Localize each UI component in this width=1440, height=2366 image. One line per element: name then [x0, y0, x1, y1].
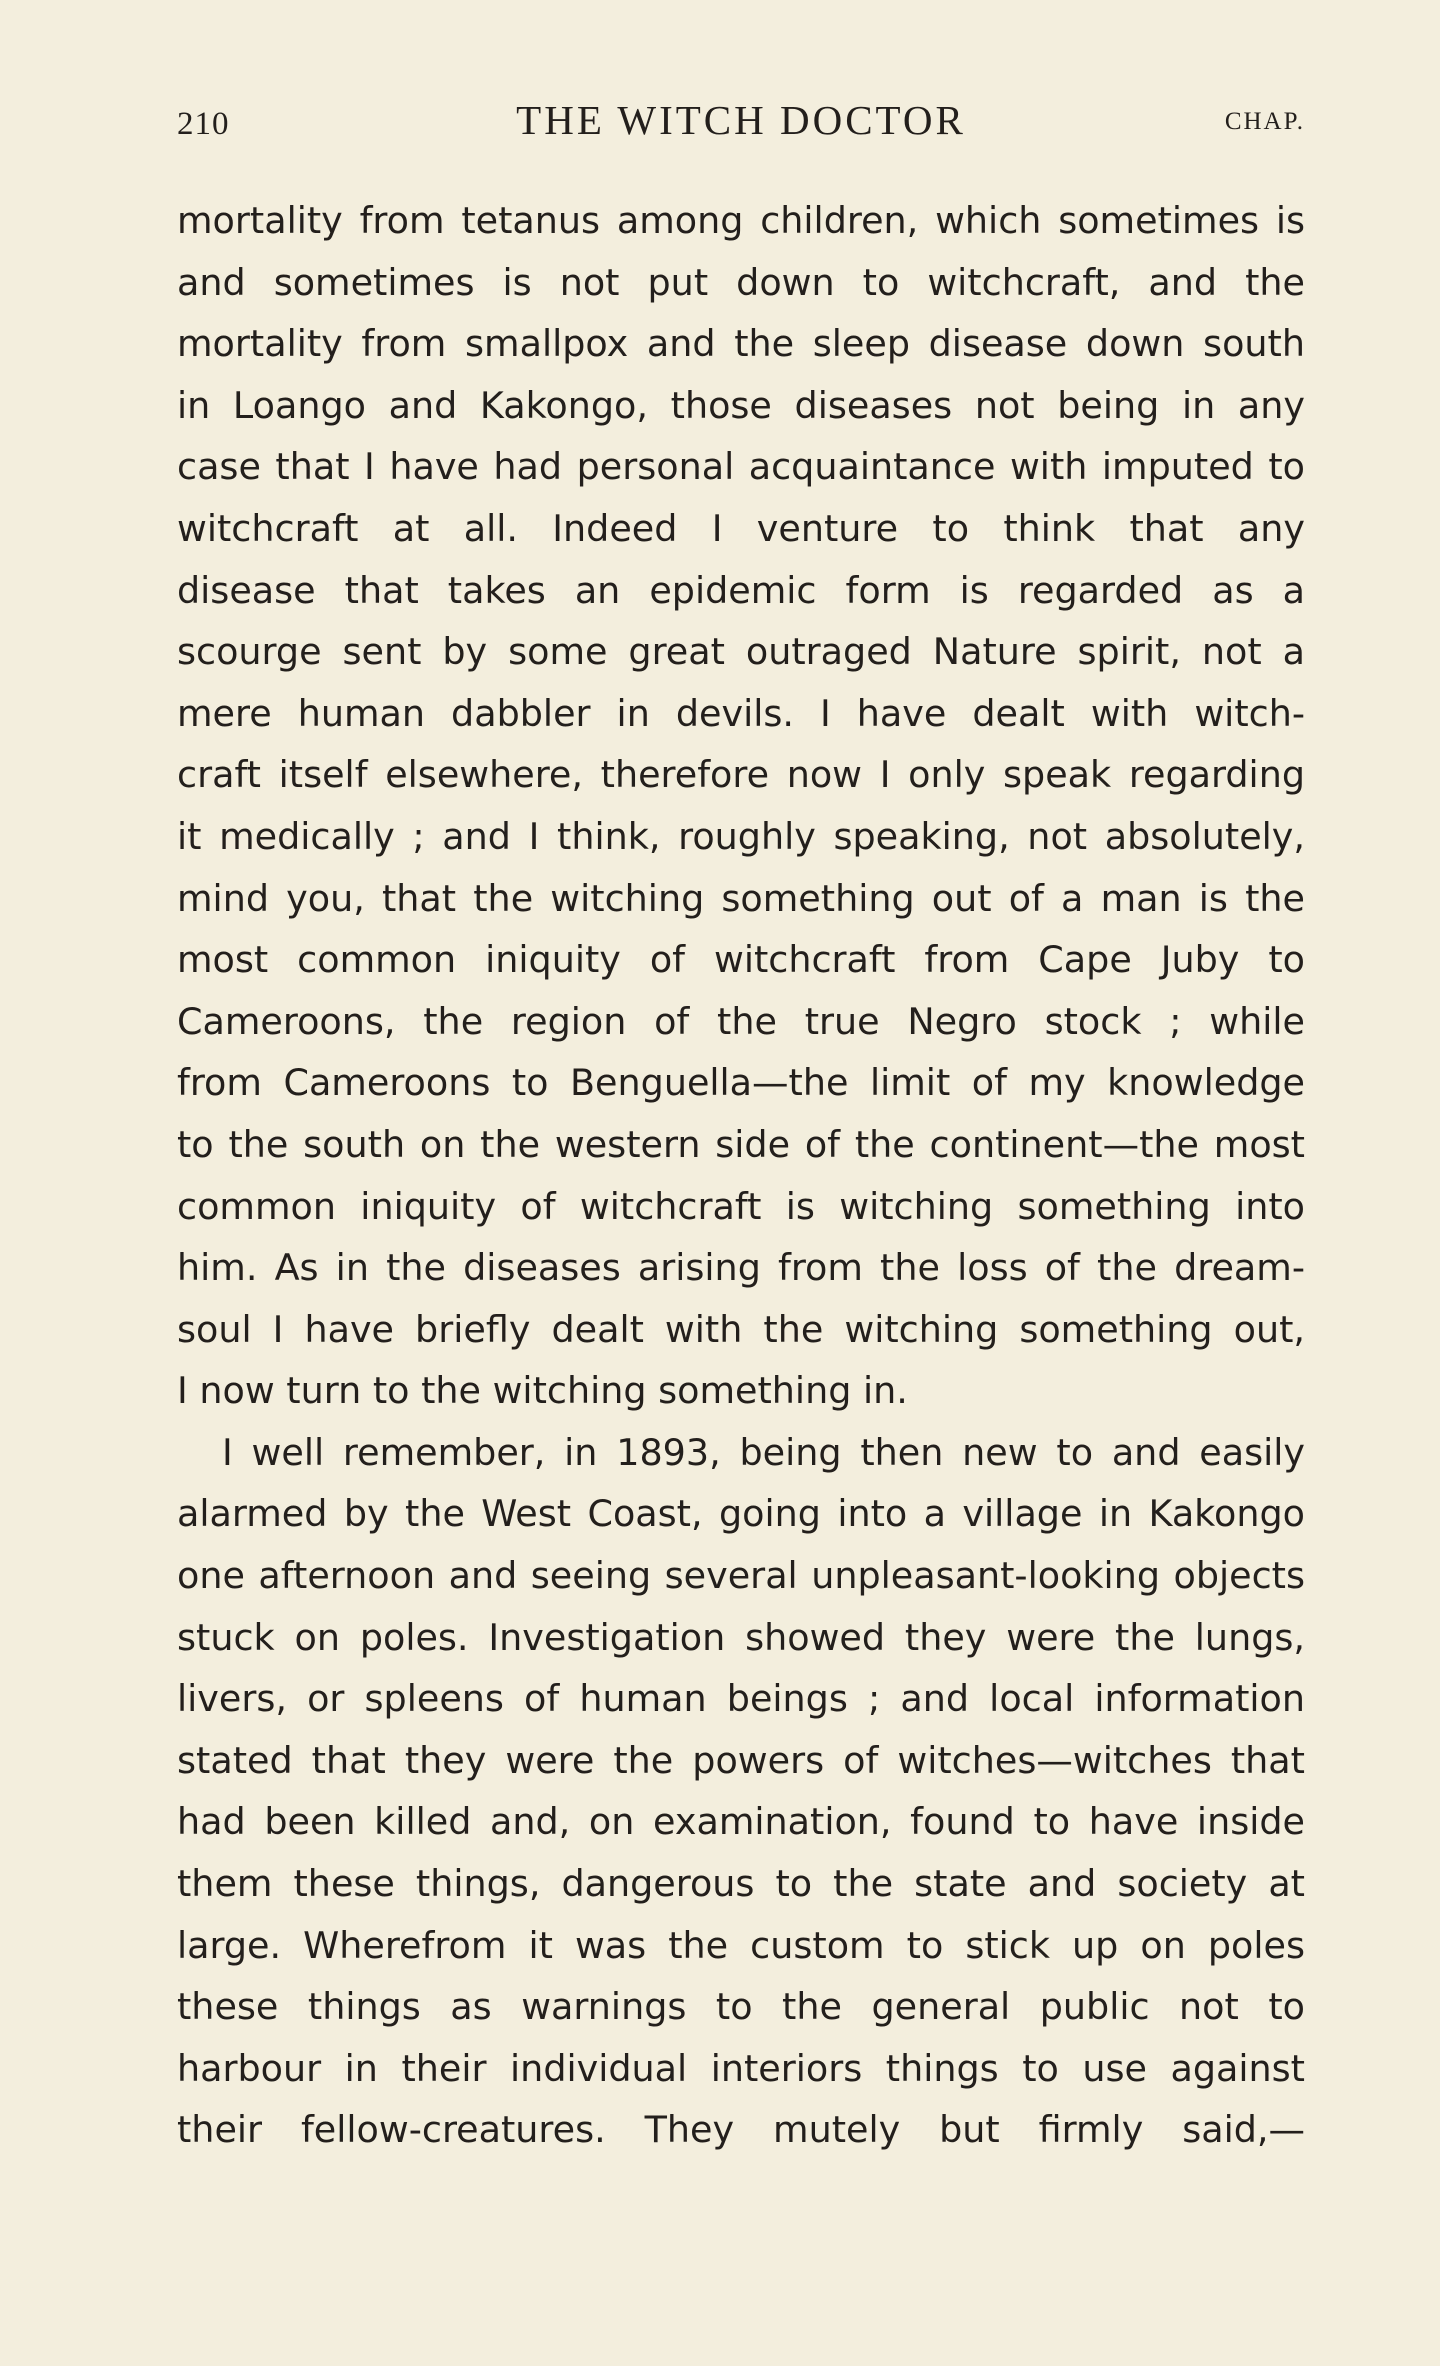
text-line: mere human dabbler in devils. I have dealt with witch- — [177, 691, 1305, 735]
text-line: them these things, dangerous to the state and society at — [177, 1862, 1305, 1906]
text-line: scourge sent by some great outraged Nature spirit, not a — [177, 630, 1305, 674]
text-line: one afternoon and seeing several unpleasant-looking objects — [177, 1554, 1305, 1598]
text-line: livers, or spleens of human beings ; and local information — [177, 1677, 1305, 1721]
text-line: in Loango and Kakongo, those diseases not being in any — [177, 383, 1305, 427]
text-line: most common iniquity of witchcraft from Cape Juby to — [177, 938, 1305, 982]
text-line: Cameroons, the region of the true Negro stock ; while — [177, 999, 1305, 1043]
body-text — [177, 190, 1305, 2161]
text-line: disease that takes an epidemic form is regarded as a — [177, 568, 1305, 612]
text-line: stated that they were the powers of witches—witches that — [177, 1738, 1305, 1782]
text-line: mortality from smallpox and the sleep disease down south — [177, 322, 1305, 366]
chapter-label: CHAP. — [1224, 108, 1305, 135]
text-line: common iniquity of witchcraft is witching something into — [177, 1184, 1305, 1228]
text-line: mind you, that the witching something out of a man is the — [177, 876, 1305, 920]
text-line: witchcraft at all. Indeed I venture to think that any — [177, 506, 1305, 550]
text-line: it medically ; and I think, roughly speaking, not absolutely, — [177, 814, 1305, 858]
text-line: harbour in their individual interiors things to use against — [177, 2046, 1305, 2090]
text-line: I now turn to the witching something in. — [177, 1369, 908, 1413]
text-line: mortality from tetanus among children, which sometimes is — [177, 199, 1305, 242]
text-line: to the south on the western side of the continent—the most — [177, 1122, 1305, 1166]
text-line: their fellow-creatures. They mutely but firmly said,— — [177, 2108, 1305, 2152]
text-line: stuck on poles. Investigation showed they were the lungs, — [177, 1615, 1305, 1659]
book-title: THE WITCH DOCTOR — [516, 97, 966, 143]
text-line: case that I have had personal acquaintance with imputed to — [177, 445, 1305, 489]
text-line: alarmed by the West Coast, going into a village in Kakongo — [177, 1492, 1305, 1536]
text-line: these things as warnings to the general public not to — [177, 1985, 1305, 2029]
page-number: 210 — [177, 106, 230, 142]
text-line: large. Wherefrom it was the custom to stick up on poles — [177, 1923, 1305, 1967]
text-line: soul I have briefly dealt with the witching something out, — [177, 1307, 1305, 1351]
text-line: from Cameroons to Benguella—the limit of my knowledge — [177, 1061, 1305, 1105]
text-line: and sometimes is not put down to witchcraft, and the — [177, 260, 1305, 304]
text-line: had been killed and, on examination, found to have inside — [177, 1800, 1305, 1844]
text-line: him. As in the diseases arising from the loss of the dream- — [177, 1246, 1305, 1290]
text-line: I well remember, in 1893, being then new to and easily — [222, 1430, 1305, 1474]
text-line: craft itself elsewhere, therefore now I only speak regarding — [177, 753, 1305, 797]
running-head — [177, 96, 1305, 156]
